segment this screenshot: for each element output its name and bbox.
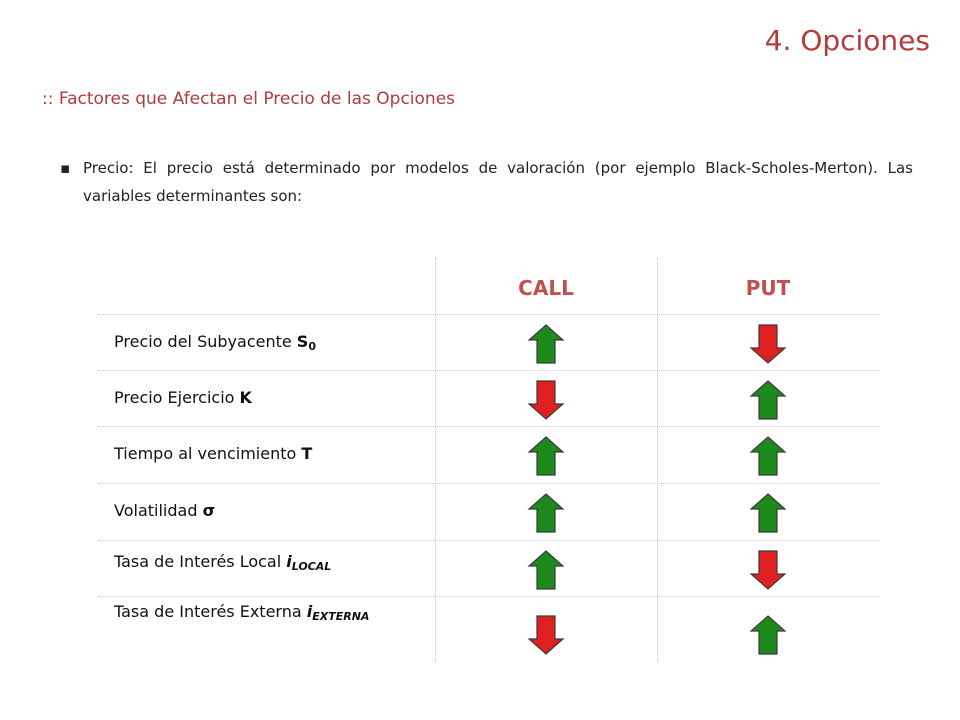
arrow-up-icon: [526, 549, 566, 591]
row-divider: [98, 314, 880, 315]
arrow-up-icon: [526, 492, 566, 534]
arrow-down-icon: [748, 323, 788, 365]
arrow-up-icon: [526, 323, 566, 365]
row-variable: i: [286, 552, 292, 571]
row-variable: S: [296, 332, 309, 351]
bullet-marker: ▪: [60, 159, 71, 177]
row-variable: i: [306, 602, 313, 621]
row-label-text: Volatilidad: [114, 501, 203, 520]
row-label-text: Precio Ejercicio: [114, 388, 240, 407]
factors-table: [98, 258, 880, 662]
arrow-down-icon: [526, 614, 566, 656]
row-divider: [98, 596, 880, 597]
slide-title: 4. Opciones: [764, 24, 930, 57]
column-header-put: PUT: [745, 276, 791, 300]
row-variable-subscript: LOCAL: [291, 560, 332, 573]
row-divider: [98, 540, 880, 541]
row-variable-subscript: EXTERNA: [312, 610, 370, 623]
row-label: [114, 552, 331, 573]
row-divider: [98, 426, 880, 427]
row-label-text: Precio del Subyacente: [114, 332, 297, 351]
arrow-down-icon: [748, 549, 788, 591]
arrow-up-icon: [748, 379, 788, 421]
column-divider: [657, 258, 658, 662]
row-variable: T: [301, 444, 313, 463]
row-label-text: Tiempo al vencimiento: [114, 444, 302, 463]
column-divider: [435, 258, 436, 662]
bullet-text: Precio: El precio está determinado por modelos de valoración (por ejemplo Black-Scholes-Merton). Las variables determinantes son:: [83, 159, 913, 205]
row-label: [114, 501, 215, 520]
section-title: :: Factores que Afectan el Precio de las Opciones: [42, 89, 456, 109]
row-variable: K: [239, 388, 252, 407]
arrow-up-icon: [748, 614, 788, 656]
arrow-up-icon: [748, 435, 788, 477]
column-header-call: CALL: [518, 276, 574, 300]
row-label-text: Tasa de Interés Local: [114, 552, 287, 571]
row-variable-subscript: 0: [308, 340, 316, 353]
row-label: [114, 332, 316, 353]
arrow-up-icon: [526, 435, 566, 477]
row-divider: [98, 370, 880, 371]
row-label: [114, 602, 369, 623]
arrow-up-icon: [748, 492, 788, 534]
row-variable: σ: [202, 501, 216, 520]
arrow-down-icon: [526, 379, 566, 421]
row-label: [114, 444, 312, 463]
row-label: [114, 388, 252, 407]
row-divider: [98, 483, 880, 484]
row-label-text: Tasa de Interés Externa: [114, 602, 307, 621]
